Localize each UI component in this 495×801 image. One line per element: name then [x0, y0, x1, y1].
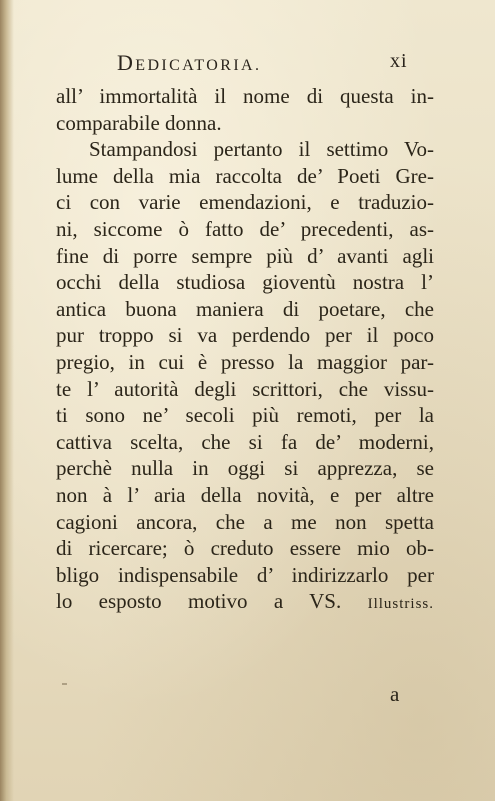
paragraph-first-line: Stampandosi pertanto il settimo Vo-	[89, 137, 434, 162]
text-line: bligo indispensabile d’ indirizzarlo per	[56, 562, 434, 587]
text-line: di ricercare; ò creduto essere mio ob-	[56, 536, 434, 561]
page-header	[0, 50, 495, 74]
text-line: ci con varie emendazioni, e traduzio-	[56, 190, 434, 215]
text-line: cagioni ancora, che a me non spetta	[56, 509, 434, 534]
text-line: te l’ autorità degli scrittori, che vissu-	[56, 376, 434, 401]
final-line-smallcaps: Illustriss.	[367, 596, 435, 613]
text-line: lume della mia raccolta de’ Poeti Gre-	[56, 163, 434, 188]
text-line: antica buona maniera di poetare, che	[56, 296, 434, 321]
text-line: ti sono ne’ secoli più remoti, per la	[56, 403, 434, 428]
final-line-text: lo esposto motivo a VS.	[56, 589, 342, 614]
text-line: cattiva scelta, che si fa de’ moderni,	[56, 429, 434, 454]
text-line: non à l’ aria della novità, e per altre	[56, 482, 434, 507]
running-head-initial: D	[117, 50, 136, 75]
text-line: perchè nulla in oggi si apprezza, se	[56, 456, 434, 481]
running-head	[117, 50, 261, 76]
page-gutter-shadow	[0, 0, 14, 801]
text-line: fine di porre sempre più d’ avanti agli	[56, 243, 434, 268]
text-line: pur troppo si va perdendo per il poco	[56, 323, 434, 348]
text-line: comparabile donna.	[56, 110, 222, 135]
body-text	[56, 83, 434, 615]
text-line: all’ immortalità il nome di questa in-	[56, 84, 434, 108]
text-line-final	[56, 588, 434, 615]
text-line: ni, siccome ò fatto de’ precedenti, as-	[56, 216, 434, 241]
text-line: occhi della studiosa gioventù nostra l’	[56, 270, 434, 295]
text-line: pregio, in cui è presso la maggior par-	[56, 349, 434, 374]
printer-mark	[62, 683, 67, 685]
running-head-rest: EDICATORIA.	[135, 57, 262, 74]
catchword: a	[390, 682, 400, 706]
page-number: xi	[390, 50, 408, 72]
